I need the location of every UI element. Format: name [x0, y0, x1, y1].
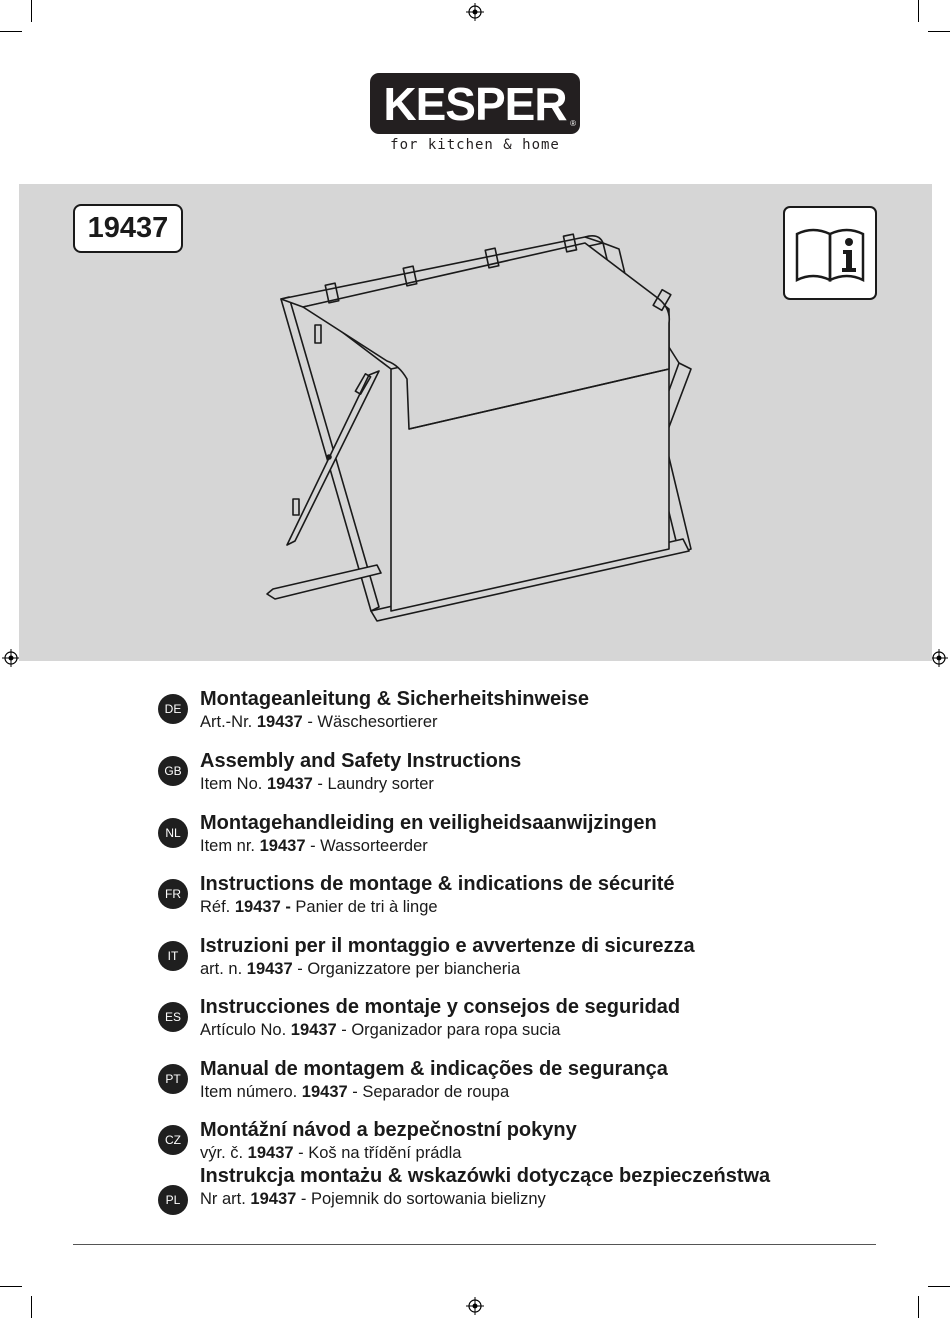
registered-mark: ®: [570, 119, 576, 128]
language-badge: PL: [158, 1185, 188, 1215]
language-title: Instrukcja montażu & wskazówki dotyczące bezpieczeństwa: [200, 1165, 771, 1187]
language-badge: CZ: [158, 1125, 188, 1155]
crop-mark: [31, 0, 32, 22]
item-description: - Laundry sorter: [312, 775, 434, 793]
crop-mark: [0, 1286, 22, 1287]
registration-mark-icon: [466, 1297, 484, 1315]
item-prefix: Art.-Nr.: [200, 713, 257, 731]
language-title: Assembly and Safety Instructions: [200, 750, 522, 772]
crop-mark: [928, 31, 950, 32]
item-number: 19437: [246, 960, 293, 978]
language-subtitle: [200, 1190, 546, 1209]
language-title: Instructions de montage & indications de sécurité: [200, 873, 675, 895]
language-title: Manual de montagem & indicações de segurança: [200, 1058, 668, 1080]
item-number: 19437: [266, 775, 313, 793]
item-description: - Organizador para ropa sucia: [336, 1021, 561, 1039]
language-subtitle: [200, 898, 438, 917]
registration-mark-icon: [2, 649, 20, 667]
brand-name: KESPER: [383, 77, 567, 130]
item-prefix: Item No.: [200, 775, 267, 793]
item-description: - Wassorteerder: [305, 837, 428, 855]
language-subtitle: [200, 1083, 509, 1102]
laundry-sorter-illustration: [259, 229, 709, 629]
item-number: 19437: [256, 713, 303, 731]
item-prefix: Item nr.: [200, 837, 260, 855]
language-title: Istruzioni per il montaggio e avvertenze di sicurezza: [200, 935, 695, 957]
crop-mark: [31, 1296, 32, 1318]
crop-mark: [0, 31, 22, 32]
registration-mark-icon: [466, 3, 484, 21]
language-subtitle: [200, 775, 434, 794]
language-subtitle: [200, 1021, 560, 1040]
item-description: - Separador de roupa: [347, 1083, 510, 1101]
item-number: 19437: [250, 1190, 297, 1208]
language-title: Montagehandleiding en veiligheidsaanwijzingen: [200, 812, 657, 834]
item-prefix: Réf.: [200, 898, 235, 916]
registration-mark-icon: [930, 649, 948, 667]
item-prefix: Nr art.: [200, 1190, 251, 1208]
language-subtitle: [200, 960, 520, 979]
crop-mark: [928, 1286, 950, 1287]
item-prefix: art. n.: [200, 960, 247, 978]
language-subtitle: [200, 713, 438, 732]
language-title: Montageanleitung & Sicherheitshinweise: [200, 688, 589, 710]
language-title: Instrucciones de montaje y consejos de seguridad: [200, 996, 681, 1018]
language-badge: DE: [158, 694, 188, 724]
language-badge: NL: [158, 818, 188, 848]
item-description: - Pojemnik do sortowania bielizny: [296, 1190, 546, 1208]
crop-mark: [918, 0, 919, 22]
language-badge: IT: [158, 941, 188, 971]
article-number-box: 19437: [73, 204, 183, 253]
item-number: 19437 -: [234, 898, 291, 916]
language-badge: ES: [158, 1002, 188, 1032]
product-hero-panel: [19, 184, 932, 661]
language-badge: FR: [158, 879, 188, 909]
item-description: Panier de tri à linge: [290, 898, 438, 916]
language-badge: GB: [158, 756, 188, 786]
item-number: 19437: [301, 1083, 348, 1101]
item-number: 19437: [290, 1021, 337, 1039]
item-description: - Koš na třídění prádla: [293, 1144, 462, 1162]
manual-info-icon: [783, 206, 877, 300]
item-description: - Organizzatore per biancheria: [292, 960, 521, 978]
crop-mark: [918, 1296, 919, 1318]
brand-tagline: for kitchen & home: [390, 137, 560, 153]
item-number: 19437: [259, 837, 306, 855]
item-prefix: výr. č.: [200, 1144, 248, 1162]
language-badge: PT: [158, 1064, 188, 1094]
language-subtitle: [200, 1144, 461, 1163]
language-title: Montážní návod a bezpečnostní pokyny: [200, 1119, 577, 1141]
language-subtitle: [200, 837, 428, 856]
item-description: - Wäschesortierer: [302, 713, 438, 731]
item-prefix: Artículo No.: [200, 1021, 291, 1039]
item-number: 19437: [247, 1144, 294, 1162]
brand-logo: [370, 73, 580, 134]
item-prefix: Item número.: [200, 1083, 302, 1101]
footer-divider: [73, 1244, 876, 1245]
